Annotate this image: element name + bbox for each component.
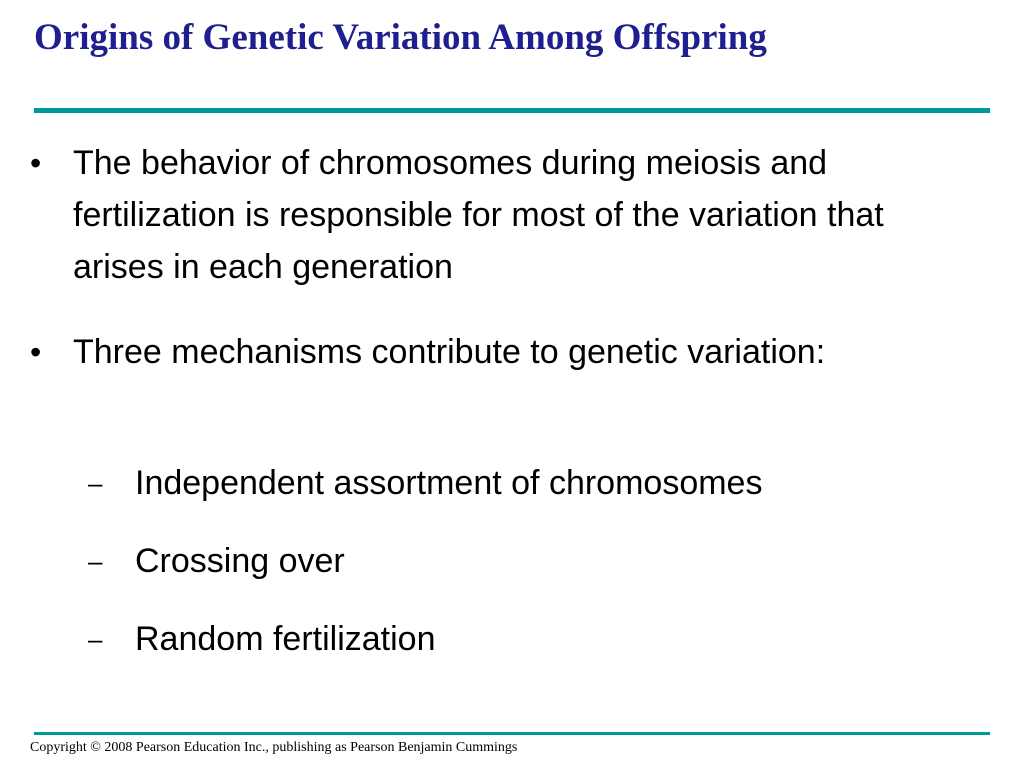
sub-bullet-item [88,535,958,587]
title-divider [34,108,990,113]
copyright-footer: Copyright © 2008 Pearson Education Inc., publishing as Pearson Benjamin Cummings [30,740,518,755]
sub-bullet-text: Crossing over [135,542,345,580]
bullet-text: The behavior of chromosomes during meiosis and fertilization is responsible for most of the variation that arises in each generation [73,144,884,286]
sub-bullet-text: Independent assortment of chromosomes [135,464,763,502]
sub-bullet-marker: – [88,546,103,576]
sub-bullet-marker: – [88,624,103,654]
bullet-marker: • [30,334,42,370]
sub-bullet-item [88,613,958,665]
slide-title: Origins of Genetic Variation Among Offspring [34,17,767,58]
bullet-text: Three mechanisms contribute to genetic variation: [73,333,826,371]
sub-bullet-marker: – [88,468,103,498]
bullet-marker: • [30,145,42,181]
sub-bullet-item [88,457,958,509]
sub-bullet-text: Random fertilization [135,620,436,658]
footer-divider [34,732,990,735]
